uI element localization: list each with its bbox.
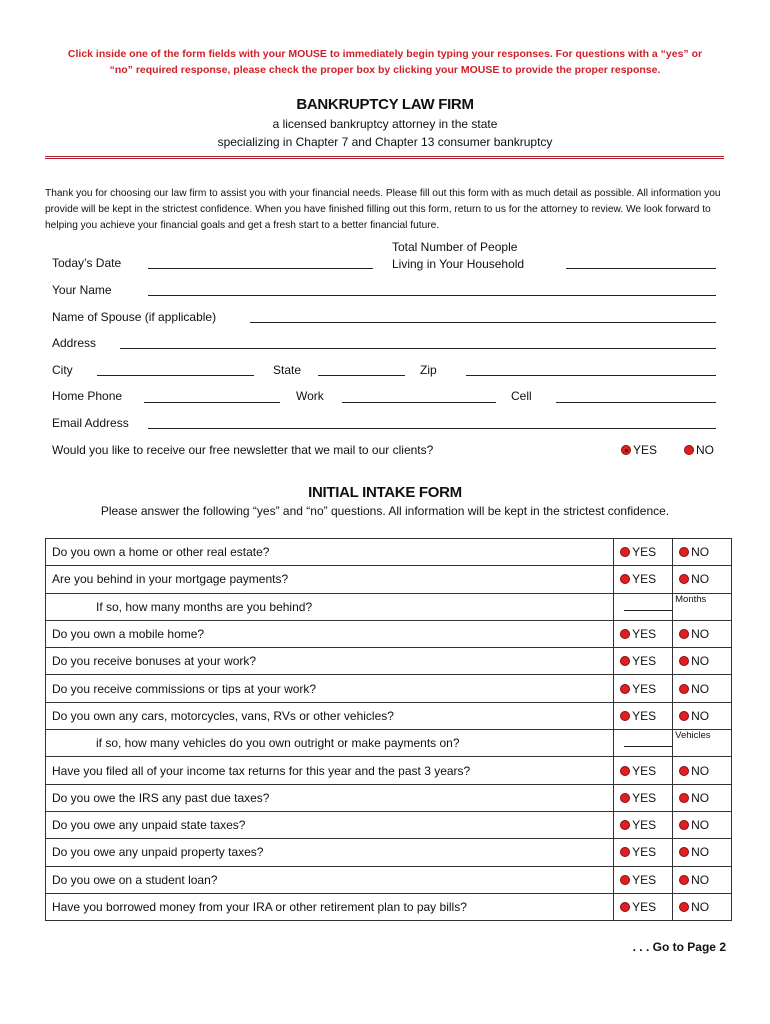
table-row <box>46 784 732 811</box>
question-text: Do you owe any unpaid state taxes? <box>46 811 614 838</box>
newsletter-question: Would you like to receive our free newsletter that we mail to our clients? <box>52 443 434 457</box>
no-cell[interactable] <box>673 839 732 866</box>
address-label: Address <box>52 336 97 350</box>
intake-title: INITIAL INTAKE FORM <box>308 484 462 501</box>
no-cell[interactable] <box>673 539 732 566</box>
go-to-page-2: . . . Go to Page 2 <box>632 940 726 954</box>
intake-question-table <box>45 538 732 921</box>
state-label: State <box>273 363 302 377</box>
table-row <box>46 539 732 566</box>
question-text: Have you borrowed money from your IRA or other retirement plan to pay bills? <box>46 893 614 920</box>
yes-cell[interactable] <box>614 566 673 593</box>
no-label: NO <box>691 654 710 669</box>
radio-icon[interactable] <box>620 820 630 830</box>
yes-label: YES <box>632 763 657 778</box>
no-label: NO <box>691 627 710 642</box>
radio-icon[interactable] <box>620 793 630 803</box>
no-label: NO <box>691 790 710 805</box>
no-label: NO <box>691 818 710 833</box>
work-phone-field[interactable] <box>342 402 496 403</box>
months-unit-label: Months <box>675 593 707 605</box>
yes-label: YES <box>632 900 657 914</box>
yes-cell[interactable] <box>614 539 673 566</box>
newsletter-no-option[interactable] <box>684 443 714 457</box>
no-label: NO <box>691 681 710 696</box>
newsletter-yes-label: YES <box>633 443 658 457</box>
yes-cell[interactable] <box>614 702 673 729</box>
address-field[interactable] <box>120 348 716 349</box>
radio-icon[interactable] <box>679 875 689 885</box>
vehicle-count-field[interactable] <box>624 746 672 747</box>
no-cell[interactable] <box>673 702 732 729</box>
radio-icon[interactable] <box>620 711 630 721</box>
no-label: NO <box>691 845 710 860</box>
table-row <box>46 648 732 675</box>
yes-label: YES <box>632 627 657 642</box>
no-cell[interactable] <box>673 757 732 784</box>
radio-icon[interactable] <box>620 629 630 639</box>
table-row <box>46 620 732 647</box>
radio-icon[interactable] <box>620 875 630 885</box>
zip-field[interactable] <box>466 375 716 376</box>
no-label: NO <box>691 545 710 560</box>
radio-icon[interactable] <box>679 847 689 857</box>
intake-subtitle: Please answer the following “yes” and “no” questions. All information will be kept in the strictest confidence. <box>100 504 670 518</box>
your-name-field[interactable] <box>148 295 716 296</box>
household-count-field[interactable] <box>566 268 716 269</box>
no-cell[interactable] <box>673 866 732 893</box>
question-text: Do you receive bonuses at your work? <box>46 648 614 675</box>
spouse-name-label: Name of Spouse (if applicable) <box>52 310 217 324</box>
question-text: Do you owe the IRS any past due taxes? <box>46 784 614 811</box>
intro-paragraph: Thank you for choosing our law firm to assist you with your financial needs. Please fill out this form with as much detail as possible. All information you provide will be kept in the strictest confidence. When you have finished filling out this form, return to us for the attorney to review. We look forward to helping you achieve your financial goals and get a fresh start to a better financial future. <box>45 188 721 231</box>
question-text: if so, how many vehicles do you own outright or make payments on? <box>46 730 614 757</box>
yes-label: YES <box>632 845 657 860</box>
radio-icon[interactable] <box>620 574 630 584</box>
no-label: NO <box>691 572 710 587</box>
question-text: Do you receive commissions or tips at your work? <box>46 675 614 702</box>
instructions-notice <box>40 46 730 78</box>
table-row <box>46 839 732 866</box>
no-cell[interactable] <box>673 566 732 593</box>
yes-cell[interactable] <box>614 811 673 838</box>
yes-label: YES <box>632 545 657 560</box>
question-text: Are you behind in your mortgage payments? <box>46 566 614 593</box>
table-row <box>46 566 732 593</box>
your-name-label: Your Name <box>52 283 112 297</box>
yes-label: YES <box>632 572 657 587</box>
firm-title: BANKRUPTCY LAW FIRM <box>296 96 474 113</box>
table-row <box>46 811 732 838</box>
months-unit-cell <box>673 593 732 620</box>
radio-icon[interactable] <box>620 547 630 557</box>
table-row <box>46 866 732 893</box>
radio-icon[interactable] <box>679 820 689 830</box>
yes-label: YES <box>632 708 657 723</box>
yes-cell[interactable] <box>614 675 673 702</box>
spouse-name-field[interactable] <box>250 322 716 323</box>
radio-icon[interactable] <box>679 793 689 803</box>
email-field[interactable] <box>148 428 716 429</box>
yes-cell[interactable] <box>614 866 673 893</box>
question-text: Do you owe any unpaid property taxes? <box>46 839 614 866</box>
home-phone-label: Home Phone <box>52 389 123 403</box>
no-cell[interactable] <box>673 784 732 811</box>
notice-line-2: “no” required response, please check the proper box by clicking your MOUSE to provide the proper response. <box>109 64 661 76</box>
yes-label: YES <box>632 790 657 805</box>
question-text: Do you own any cars, motorcycles, vans, RVs or other vehicles? <box>46 702 614 729</box>
no-cell[interactable] <box>673 811 732 838</box>
no-label: NO <box>691 872 710 887</box>
radio-icon[interactable] <box>679 902 689 912</box>
radio-icon[interactable] <box>679 547 689 557</box>
question-text: Do you own a mobile home? <box>46 620 614 647</box>
household-label-line-2: Living in Your Household <box>392 257 525 271</box>
email-label: Email Address <box>52 416 129 430</box>
no-cell[interactable] <box>673 648 732 675</box>
radio-icon[interactable] <box>620 656 630 666</box>
work-phone-label: Work <box>296 389 324 403</box>
radio-icon[interactable] <box>679 684 689 694</box>
city-label: City <box>52 363 73 377</box>
radio-icon[interactable] <box>684 445 694 455</box>
radio-icon[interactable] <box>679 574 689 584</box>
table-row <box>46 593 732 620</box>
radio-icon[interactable] <box>620 684 630 694</box>
yes-cell[interactable] <box>614 893 673 920</box>
radio-icon[interactable] <box>620 766 630 776</box>
city-field[interactable] <box>97 375 254 376</box>
radio-icon[interactable] <box>620 847 630 857</box>
vehicles-unit-label: Vehicles <box>675 730 711 742</box>
yes-cell[interactable] <box>614 839 673 866</box>
yes-cell[interactable] <box>614 757 673 784</box>
radio-icon[interactable] <box>679 766 689 776</box>
question-text: Do you owe on a student loan? <box>46 866 614 893</box>
vehicles-field-cell[interactable] <box>614 730 673 757</box>
table-row <box>46 730 732 757</box>
zip-label: Zip <box>420 363 437 377</box>
table-row <box>46 893 732 920</box>
radio-icon[interactable] <box>679 629 689 639</box>
no-cell[interactable] <box>673 620 732 647</box>
household-label <box>392 239 524 273</box>
cell-phone-field[interactable] <box>556 402 716 403</box>
vehicles-unit-cell <box>673 730 732 757</box>
yes-label: YES <box>632 818 657 833</box>
question-text: If so, how many months are you behind? <box>46 593 614 620</box>
question-text: Do you own a home or other real estate? <box>46 539 614 566</box>
yes-cell[interactable] <box>614 620 673 647</box>
radio-icon[interactable] <box>620 902 630 912</box>
cell-phone-label: Cell <box>511 389 532 403</box>
table-row <box>46 757 732 784</box>
question-text: Have you filed all of your income tax returns for this year and the past 3 years? <box>46 757 614 784</box>
notice-line-1: Click inside one of the form fields with your MOUSE to immediately begin typing your responses. For questions with a “yes” or <box>67 48 703 60</box>
yes-cell[interactable] <box>614 784 673 811</box>
state-field[interactable] <box>318 375 405 376</box>
yes-label: YES <box>632 872 657 887</box>
table-row <box>46 702 732 729</box>
months-behind-field[interactable] <box>624 610 672 611</box>
radio-icon[interactable] <box>679 656 689 666</box>
no-label: NO <box>691 708 710 723</box>
header-divider <box>45 156 724 159</box>
no-label: NO <box>691 763 710 778</box>
yes-label: YES <box>632 654 657 669</box>
yes-cell[interactable] <box>614 648 673 675</box>
firm-subtitle-2: specializing in Chapter 7 and Chapter 13 consumer bankruptcy <box>217 135 553 149</box>
months-field-cell[interactable] <box>614 593 673 620</box>
household-label-line-1: Total Number of People <box>392 240 518 254</box>
radio-selected-icon[interactable] <box>621 445 631 455</box>
newsletter-yes-option[interactable] <box>621 443 657 457</box>
no-label: NO <box>691 900 710 914</box>
radio-icon[interactable] <box>679 711 689 721</box>
todays-date-field[interactable] <box>148 268 373 269</box>
table-row <box>46 675 732 702</box>
firm-subtitle-1: a licensed bankruptcy attorney in the state <box>272 117 498 131</box>
home-phone-field[interactable] <box>144 402 280 403</box>
todays-date-label: Today’s Date <box>52 256 122 270</box>
yes-label: YES <box>632 681 657 696</box>
no-cell[interactable] <box>673 893 732 920</box>
newsletter-no-label: NO <box>696 443 714 457</box>
no-cell[interactable] <box>673 675 732 702</box>
